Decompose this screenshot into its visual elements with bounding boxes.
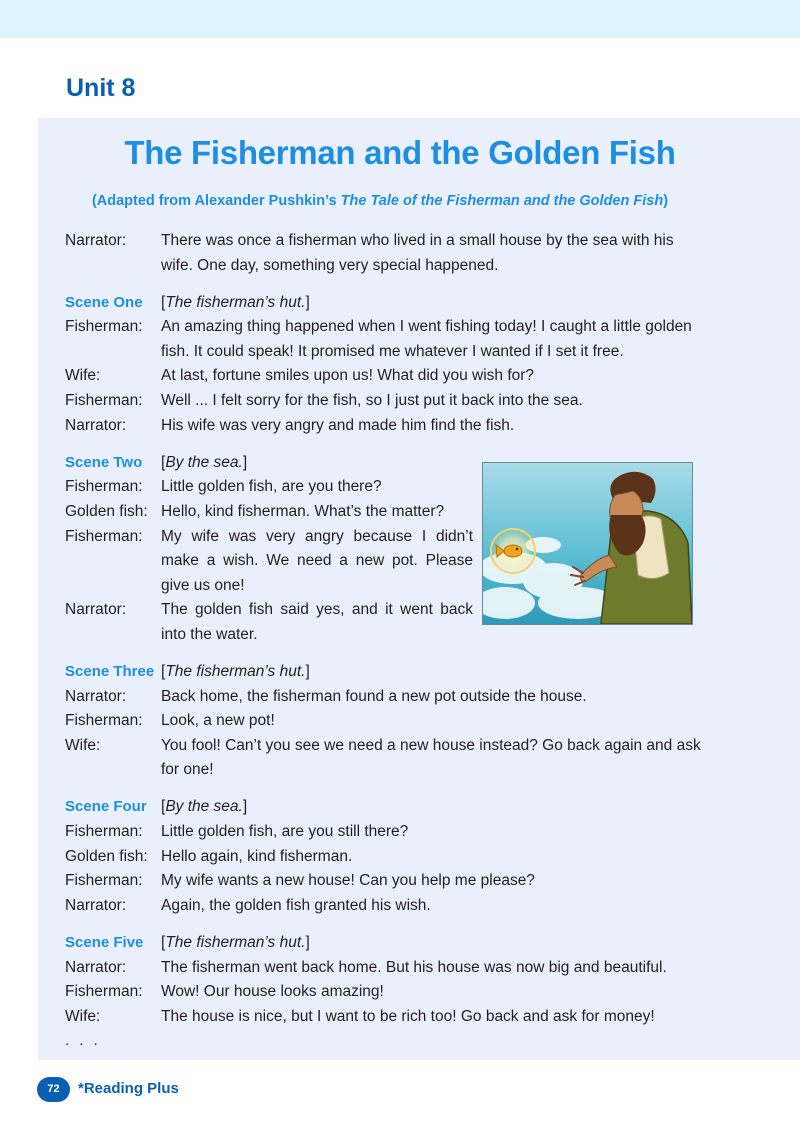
script-line [65, 980, 705, 1005]
script-line [65, 1005, 705, 1030]
dialogue: My wife was very angry because I didn’t make a wish. We need a new pot. Please give us one! [161, 527, 473, 594]
speaker: Fisherman: [65, 983, 143, 1001]
play-script [65, 229, 705, 1029]
dialogue: There was once a fisherman who lived in a small house by the sea with his wife. One day, something very special happened. [161, 232, 674, 274]
illustration-svg [483, 463, 692, 624]
speaker: Fisherman: [65, 392, 143, 410]
page-number-badge: 72 [37, 1077, 70, 1102]
script-line [65, 414, 705, 439]
script-line [65, 685, 705, 710]
speaker: Narrator: [65, 416, 127, 434]
dialogue: Little golden fish, are you still there? [161, 823, 409, 841]
scene-heading [65, 291, 705, 316]
script-line [65, 845, 705, 870]
story-title: The Fisherman and the Golden Fish [124, 134, 676, 171]
scene-label: Scene Three [65, 663, 155, 680]
speaker: Narrator: [65, 601, 127, 619]
speaker: Narrator: [65, 232, 127, 249]
script-line [65, 734, 705, 783]
speaker: Narrator: [65, 958, 127, 976]
dialogue: Look, a new pot! [161, 712, 275, 730]
script-line [65, 820, 705, 845]
dialogue: You fool! Can’t you see we need a new house instead? Go back again and ask for one! [161, 736, 701, 779]
speaker: Fisherman: [65, 478, 143, 496]
scene-heading [65, 931, 705, 956]
speaker: Narrator: [65, 687, 127, 705]
top-band [0, 0, 800, 38]
scene-heading [65, 795, 705, 820]
dialogue: Hello, kind fisherman. What’s the matter? [161, 502, 445, 520]
dialogue: At last, fortune smiles upon us! What did you wish for? [161, 367, 535, 385]
fisherman-golden-fish-illustration [482, 462, 693, 625]
script-line [65, 869, 705, 894]
dialogue: The house is nice, but I want to be rich too! Go back and ask for money! [161, 1007, 655, 1025]
speaker: Fisherman: [65, 872, 143, 890]
dialogue: An amazing thing happened when I went fishing today! I caught a little golden fish. It could speak! It promised me whatever I wanted if I set it free. [161, 318, 692, 360]
unit-title: Unit 8 [66, 74, 136, 102]
dialogue: Little golden fish, are you there? [161, 478, 382, 496]
stage-direction: [By the sea.] [161, 798, 248, 816]
script-line [65, 229, 705, 278]
script-line [65, 389, 705, 414]
story-source [0, 193, 760, 209]
speaker: Fisherman: [65, 823, 143, 841]
dialogue: Well ... I felt sorry for the fish, so I just put it back into the sea. [161, 392, 583, 410]
dialogue: Again, the golden fish granted his wish. [161, 896, 431, 914]
speaker: Golden fish: [65, 502, 148, 520]
source-work-title: The Tale of the Fisherman and the Golden Fish [340, 193, 664, 209]
stage-direction: [The fisherman’s hut.] [161, 293, 310, 311]
stage-direction: [The fisherman’s hut.] [161, 663, 310, 680]
scene-heading [65, 660, 705, 685]
stage-direction: [By the sea.] [161, 453, 248, 471]
dialogue: The golden fish said yes, and it went back into the water. [161, 601, 473, 643]
dialogue: Hello again, kind fisherman. [161, 847, 353, 865]
scene-label: Scene Four [65, 798, 147, 816]
speaker: Fisherman: [65, 318, 143, 336]
speaker: Fisherman: [65, 527, 143, 545]
speaker: Wife: [65, 736, 101, 754]
script-line [65, 894, 705, 919]
continuation-ellipsis: . . . [65, 1032, 101, 1049]
script-line [65, 709, 705, 734]
stage-direction: [The fisherman’s hut.] [161, 933, 310, 951]
dialogue: The fisherman went back home. But his house was now big and beautiful. [161, 958, 667, 976]
speaker: Fisherman: [65, 712, 143, 730]
speaker: Narrator: [65, 896, 127, 914]
source-suffix: ) [663, 193, 669, 209]
dialogue: His wife was very angry and made him find the fish. [161, 416, 515, 434]
dialogue: My wife wants a new house! Can you help me please? [161, 872, 535, 890]
scene-label: Scene Five [65, 933, 144, 951]
dialogue: Wow! Our house looks amazing! [161, 983, 384, 1001]
source-prefix: (Adapted from Alexander Pushkin’s [91, 193, 341, 209]
script-line [65, 315, 705, 364]
scene-label: Scene Two [65, 453, 143, 471]
dialogue: Back home, the fisherman found a new pot outside the house. [161, 687, 587, 705]
speaker: Wife: [65, 367, 101, 385]
speaker: Wife: [65, 1007, 101, 1025]
section-label: *Reading Plus [78, 1080, 179, 1097]
scene-label: Scene One [65, 293, 143, 311]
script-line [65, 956, 705, 981]
speaker: Golden fish: [65, 847, 148, 865]
script-line [65, 364, 705, 389]
